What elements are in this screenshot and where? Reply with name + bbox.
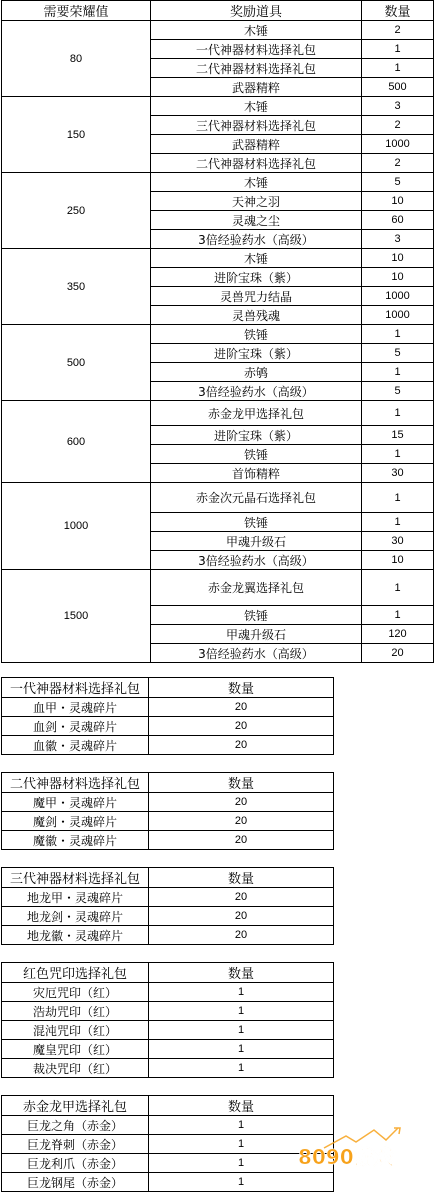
table-row [2,698,334,717]
pack-item-cell: 地龙剑・灵魂碎片 [2,907,149,926]
table-row [2,1154,334,1173]
honor-value-cell: 80 [2,21,151,97]
pack-item-cell: 巨龙利爪（赤金） [2,1154,149,1173]
table-header-row [2,773,334,793]
quantity-cell: 1 [362,445,434,464]
quantity-cell: 120 [362,625,434,644]
table-row [2,1002,334,1021]
quantity-cell: 1 [149,1135,334,1154]
site-logo [294,1126,428,1168]
pack-item-cell: 魔徽・灵魂碎片 [2,831,149,850]
table-row [2,1116,334,1135]
table-row [2,21,434,40]
quantity-cell: 5 [362,382,434,401]
table-row [2,983,334,1002]
quantity-cell: 2 [362,154,434,173]
reward-item-cell: 铁锤 [151,325,362,344]
reward-item-cell: 铁锤 [151,445,362,464]
quantity-cell: 1 [149,1002,334,1021]
quantity-cell: 2 [362,21,434,40]
reward-item-cell: 二代神器材料选择礼包 [151,154,362,173]
reward-column-header: 奖励道具 [151,1,362,21]
reward-item-cell: 一代神器材料选择礼包 [151,40,362,59]
quantity-cell: 60 [362,211,434,230]
quantity-cell: 1 [362,401,434,426]
reward-item-cell: 3倍经验药水（高级） [151,644,362,663]
table-row [2,1059,334,1078]
pack-item-cell: 魔剑・灵魂碎片 [2,812,149,831]
honor-column-header: 需要荣耀值 [2,1,151,21]
reward-item-cell: 进阶宝珠（紫） [151,344,362,363]
reward-item-cell: 进阶宝珠（紫） [151,268,362,287]
honor-value-cell: 350 [2,249,151,325]
pack-item-cell: 魔甲・灵魂碎片 [2,793,149,812]
quantity-cell: 10 [362,268,434,287]
table-row [2,570,434,606]
quantity-cell: 15 [362,426,434,445]
pack-item-cell: 混沌咒印（红） [2,1021,149,1040]
table-row [2,831,334,850]
table-header-row [2,1,434,21]
pack-item-cell: 裁决咒印（红） [2,1059,149,1078]
pack-item-cell: 巨龙脊刺（赤金） [2,1135,149,1154]
pack-name-header: 红色咒印选择礼包 [2,963,149,983]
table-row [2,249,434,268]
reward-item-cell: 3倍经验药水（高级） [151,230,362,249]
quantity-cell: 1000 [362,135,434,154]
quantity-cell: 1 [149,1116,334,1135]
reward-item-cell: 甲魂升级石 [151,532,362,551]
pack-name-header: 一代神器材料选择礼包 [2,678,149,698]
table-row [2,325,434,344]
pack-item-cell: 灾厄咒印（红） [2,983,149,1002]
table-row [2,97,434,116]
quantity-cell: 20 [149,907,334,926]
reward-item-cell: 赤金龙甲选择礼包 [151,401,362,426]
quantity-cell: 2 [362,116,434,135]
pack-item-cell: 巨龙之角（赤金） [2,1116,149,1135]
quantity-cell: 500 [362,78,434,97]
table-row [2,1173,334,1192]
reward-item-cell: 3倍经验药水（高级） [151,551,362,570]
table-row [2,401,434,426]
reward-item-cell: 灵兽咒力结晶 [151,287,362,306]
reward-item-cell: 灵魂之尘 [151,211,362,230]
quantity-cell: 1 [362,59,434,78]
pack-item-cell: 地龙徽・灵魂碎片 [2,926,149,945]
table-row [2,483,434,513]
table-header-row [2,1096,334,1116]
quantity-cell: 1 [362,513,434,532]
quantity-cell: 30 [362,532,434,551]
pack-item-cell: 血剑・灵魂碎片 [2,717,149,736]
reward-item-cell: 武器精粹 [151,135,362,154]
table-row [2,907,334,926]
table-row [2,1021,334,1040]
honor-value-cell: 1500 [2,570,151,663]
quantity-cell: 1000 [362,287,434,306]
pack-item-cell: 巨龙钢尾（赤金） [2,1173,149,1192]
quantity-column-header: 数量 [149,773,334,793]
quantity-cell: 1 [149,983,334,1002]
honor-value-cell: 600 [2,401,151,483]
pack-item-cell: 血徽・灵魂碎片 [2,736,149,755]
reward-item-cell: 铁锤 [151,606,362,625]
honor-value-cell: 250 [2,173,151,249]
quantity-cell: 20 [149,926,334,945]
quantity-cell: 20 [149,717,334,736]
quantity-cell: 1 [362,570,434,606]
table-row [2,173,434,192]
quantity-column-header: 数量 [149,868,334,888]
quantity-cell: 1 [149,1154,334,1173]
honor-value-cell: 150 [2,97,151,173]
quantity-cell: 5 [362,344,434,363]
quantity-column-header: 数量 [149,963,334,983]
pack-name-header: 三代神器材料选择礼包 [2,868,149,888]
quantity-column-header: 数量 [362,1,434,21]
table-header-row [2,678,334,698]
reward-item-cell: 赤金龙翼选择礼包 [151,570,362,606]
reward-item-cell: 天神之羽 [151,192,362,211]
quantity-cell: 10 [362,192,434,211]
quantity-cell: 1 [362,606,434,625]
quantity-cell: 20 [149,831,334,850]
quantity-column-header: 数量 [149,1096,334,1116]
quantity-cell: 20 [362,644,434,663]
reward-item-cell: 木锤 [151,97,362,116]
quantity-cell: 3 [362,97,434,116]
table-row [2,1135,334,1154]
quantity-cell: 1 [362,483,434,513]
quantity-cell: 1 [362,325,434,344]
honor-value-cell: 1000 [2,483,151,570]
reward-item-cell: 二代神器材料选择礼包 [151,59,362,78]
honor-reward-table [1,0,434,663]
quantity-cell: 10 [362,249,434,268]
table-header-row [2,868,334,888]
table-row [2,888,334,907]
table-row [2,926,334,945]
pack-name-header: 二代神器材料选择礼包 [2,773,149,793]
table-row [2,717,334,736]
gift-pack-table [1,1095,334,1192]
pack-item-cell: 地龙甲・灵魂碎片 [2,888,149,907]
quantity-cell: 1 [149,1059,334,1078]
reward-item-cell: 甲魂升级石 [151,625,362,644]
quantity-cell: 1 [362,40,434,59]
reward-item-cell: 武器精粹 [151,78,362,97]
site-logo-text: 8090游戏 [298,1145,394,1168]
reward-item-cell: 进阶宝珠（紫） [151,426,362,445]
reward-item-cell: 赤金次元晶石选择礼包 [151,483,362,513]
table-header-row [2,963,334,983]
gift-pack-table [1,962,334,1078]
quantity-cell: 1 [149,1021,334,1040]
quantity-cell: 10 [362,551,434,570]
gift-pack-table [1,677,334,755]
reward-item-cell: 铁锤 [151,513,362,532]
reward-item-cell: 三代神器材料选择礼包 [151,116,362,135]
quantity-cell: 3 [362,230,434,249]
quantity-cell: 30 [362,464,434,483]
quantity-cell: 20 [149,888,334,907]
reward-item-cell: 木锤 [151,21,362,40]
gift-pack-table [1,867,334,945]
quantity-cell: 1 [149,1040,334,1059]
reward-item-cell: 3倍经验药水（高级） [151,382,362,401]
quantity-cell: 20 [149,793,334,812]
gift-pack-table [1,772,334,850]
reward-item-cell: 赤鸲 [151,363,362,382]
quantity-cell: 20 [149,812,334,831]
reward-item-cell: 首饰精粹 [151,464,362,483]
quantity-cell: 5 [362,173,434,192]
reward-item-cell: 灵兽残魂 [151,306,362,325]
quantity-cell: 1 [362,363,434,382]
pack-item-cell: 血甲・灵魂碎片 [2,698,149,717]
pack-item-cell: 魔皇咒印（红） [2,1040,149,1059]
pack-name-header: 赤金龙甲选择礼包 [2,1096,149,1116]
quantity-cell: 20 [149,698,334,717]
reward-item-cell: 木锤 [151,249,362,268]
table-row [2,1040,334,1059]
table-row [2,812,334,831]
quantity-cell: 20 [149,736,334,755]
honor-value-cell: 500 [2,325,151,401]
table-row [2,793,334,812]
quantity-cell: 1 [149,1173,334,1192]
pack-item-cell: 浩劫咒印（红） [2,1002,149,1021]
quantity-column-header: 数量 [149,678,334,698]
reward-item-cell: 木锤 [151,173,362,192]
table-row [2,736,334,755]
quantity-cell: 1000 [362,306,434,325]
